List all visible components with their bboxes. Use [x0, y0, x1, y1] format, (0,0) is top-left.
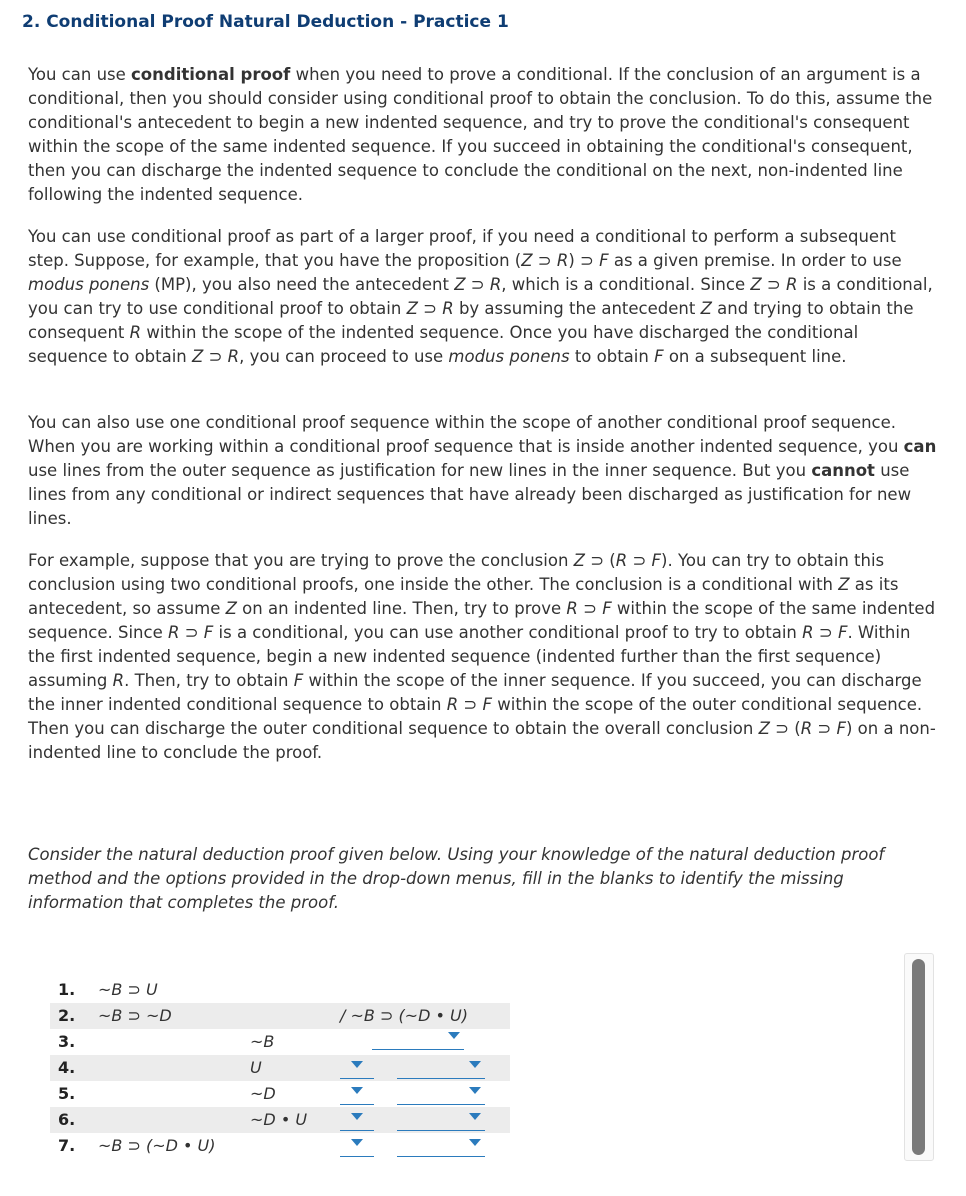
chevron-down-icon: [469, 1087, 481, 1094]
justification-dropdown[interactable]: [372, 1029, 464, 1050]
conclusion-formula: ~B ⊃ (~D • U): [98, 1136, 216, 1155]
scrollbar[interactable]: [904, 953, 934, 1161]
proof-row-7: [50, 1133, 510, 1159]
proof-table: [50, 977, 510, 1159]
line-reference-dropdown[interactable]: [340, 1084, 374, 1105]
proof-row-5: [50, 1081, 510, 1107]
premise-formula: ~B ⊃ U: [98, 980, 158, 999]
example-paragraph: For example, suppose that you are trying to prove the conclusion Z ⊃ (R ⊃ F). You can try to obtain this conclusion using two conditional proofs, one inside the other. The conclusion is a conditional with Z as its antecedent, so assume Z on an indented line. Then, try to prove R ⊃ F within the scope of the same indented sequence. Since R ⊃ F is a conditional, you can use another conditional proof to try to obtain R ⊃ F. Within the first indented sequence, begin a new indented sequence (indented further than the first sequence) assuming R. Then, try to obtain F within the scope of the inner sequence. If you succeed, you can discharge the inner indented conditional sequence to obtain R ⊃ F within the scope of the outer conditional sequence. Then you can discharge the outer conditional sequence to obtain the overall conclusion Z ⊃ (R ⊃ F) on a non-indented line to conclude the proof.: [28, 551, 936, 762]
indented-formula: ~D • U: [250, 1110, 308, 1129]
rule-dropdown[interactable]: [397, 1110, 485, 1131]
chevron-down-icon: [469, 1113, 481, 1120]
page-title: 2. Conditional Proof Natural Deduction - Practice 1: [22, 12, 509, 32]
intro-paragraph: You can use conditional proof when you need to prove a conditional. If the conclusion of an argument is a conditional, then you should consider using conditional proof to obtain the conclusion. To do this, assume the conditional's antecedent to begin a new indented sequence, and try to prove the conditional's consequent within the scope of the same indented sequence. If you succeed in obtaining the conditional's consequent, then you can discharge the indented sequence to conclude the conditional on the next, non-indented line following the indented sequence.: [28, 65, 933, 204]
line-number: 1.: [58, 980, 76, 999]
larger-proof-paragraph: You can use conditional proof as part of a larger proof, if you need a conditional to perform a subsequent step. Suppose, for example, that you have the proposition (Z ⊃ R) ⊃ F as a given premise. In order to use modus ponens (MP), you also need the antecedent Z ⊃ R, which is a conditional. Since Z ⊃ R is a conditional, you can try to use conditional proof to obtain Z ⊃ R by assuming the antecedent Z and trying to obtain the consequent R within the scope of the indented sequence. Once you have discharged the conditional sequence to obtain Z ⊃ R, you can proceed to use modus ponens to obtain F on a subsequent line.: [28, 227, 933, 366]
chevron-down-icon: [351, 1087, 363, 1094]
line-reference-dropdown[interactable]: [340, 1110, 374, 1131]
proof-row-2: [50, 1003, 510, 1029]
line-number: 4.: [58, 1058, 76, 1077]
chevron-down-icon: [469, 1061, 481, 1068]
rule-dropdown[interactable]: [397, 1136, 485, 1157]
chevron-down-icon: [351, 1061, 363, 1068]
premise-formula: ~B ⊃ ~D: [98, 1006, 172, 1025]
rule-dropdown[interactable]: [397, 1058, 485, 1079]
line-reference-dropdown[interactable]: [340, 1136, 374, 1157]
proof-row-3: [50, 1029, 510, 1055]
indented-formula: ~B: [250, 1032, 275, 1051]
instructions-paragraph: Consider the natural deduction proof given below. Using your knowledge of the natural deduction proof method and the options provided in the drop-down menus, fill in the blanks to identify the missing information that completes the proof.: [28, 845, 885, 912]
indented-formula: ~D: [250, 1084, 276, 1103]
line-number: 2.: [58, 1006, 76, 1025]
line-number: 5.: [58, 1084, 76, 1103]
scrollbar-thumb[interactable]: [912, 959, 925, 1155]
proof-row-4: [50, 1055, 510, 1081]
line-number: 6.: [58, 1110, 76, 1129]
rule-dropdown[interactable]: [397, 1084, 485, 1105]
chevron-down-icon: [351, 1139, 363, 1146]
indented-formula: U: [250, 1058, 262, 1077]
conclusion-goal: / ~B ⊃ (~D • U): [340, 1006, 468, 1025]
nested-sequence-paragraph: You can also use one conditional proof sequence within the scope of another conditional proof sequence. When you are working within a conditional proof sequence that is inside another indented sequence, you can use lines from the outer sequence as justification for new lines in the inner sequence. But you cannot use lines from any conditional or indirect sequences that have already been discharged as justification for new lines.: [28, 413, 937, 528]
chevron-down-icon: [448, 1032, 460, 1039]
proof-row-6: [50, 1107, 510, 1133]
chevron-down-icon: [351, 1113, 363, 1120]
line-number: 3.: [58, 1032, 76, 1051]
line-number: 7.: [58, 1136, 76, 1155]
proof-row-1: [50, 977, 510, 1003]
line-reference-dropdown[interactable]: [340, 1058, 374, 1079]
chevron-down-icon: [469, 1139, 481, 1146]
